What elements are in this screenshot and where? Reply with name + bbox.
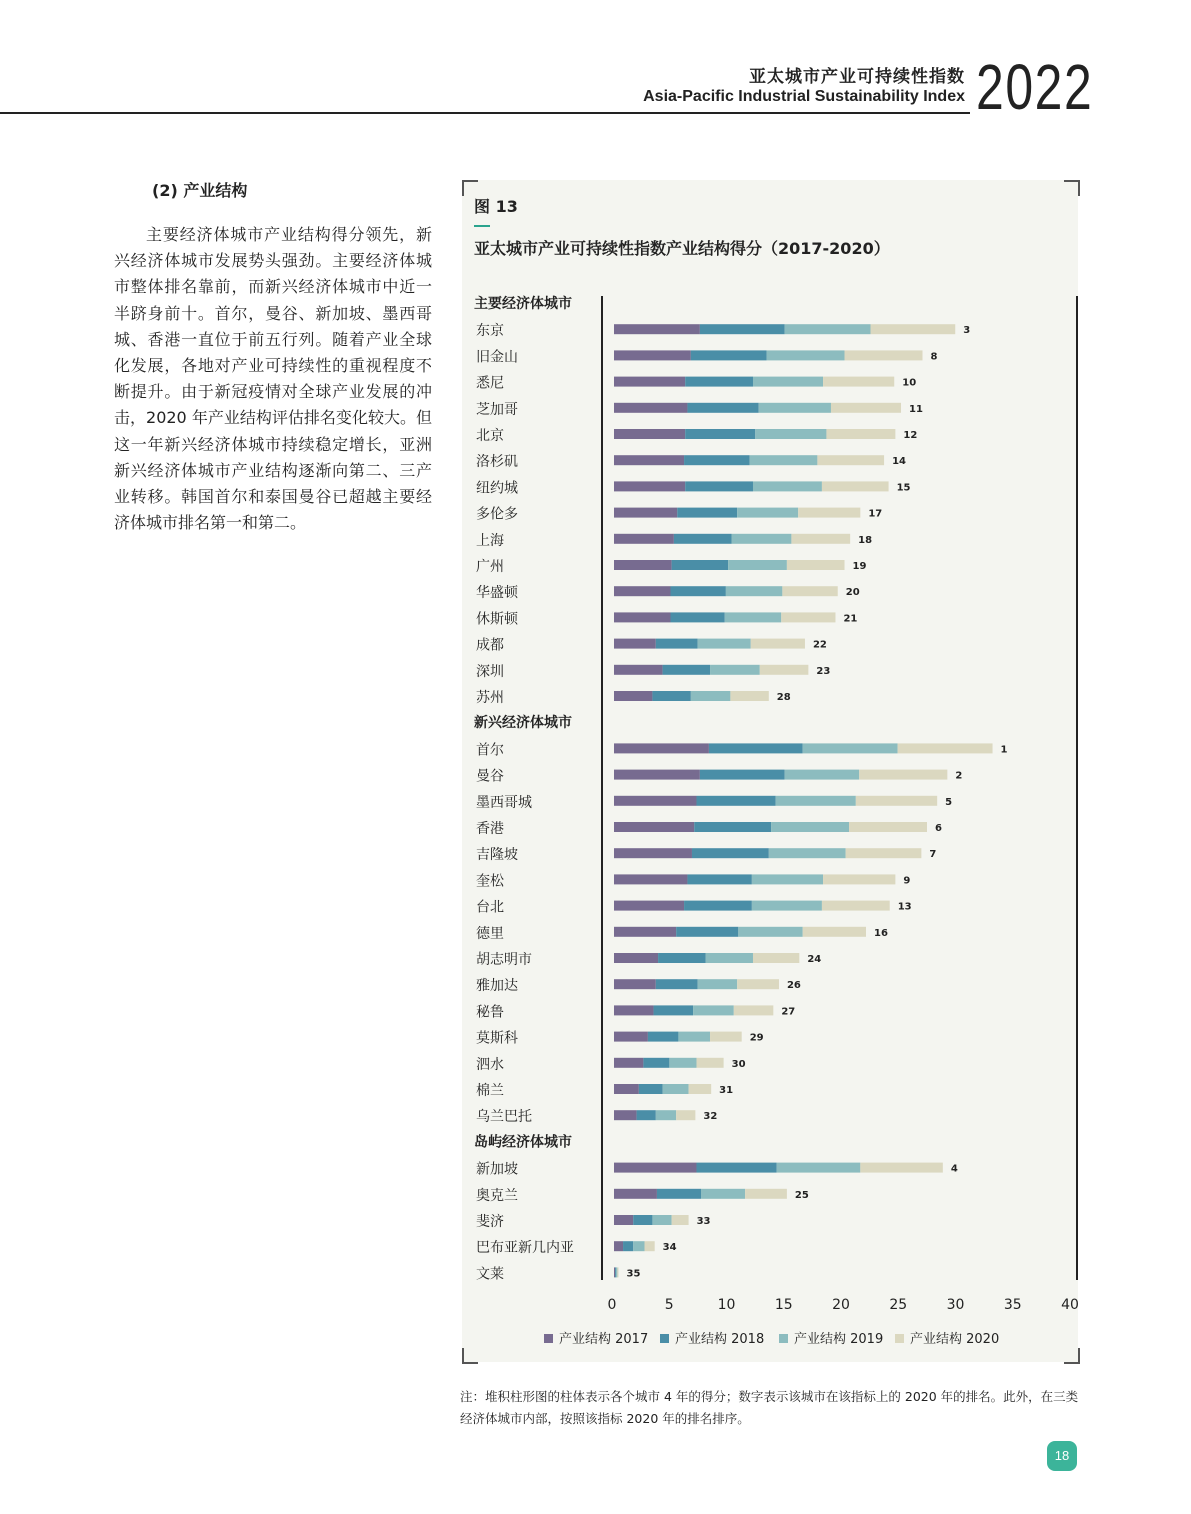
bar-segment-2020 — [803, 927, 866, 937]
bar-segment-2017 — [614, 848, 692, 858]
bar-segment-2019 — [753, 481, 822, 491]
section-heading: (2) 产业结构 — [152, 181, 248, 200]
bar-segment-2018 — [639, 1084, 663, 1094]
bar-segment-2017 — [614, 1110, 637, 1120]
figure-label: 图 13 — [474, 197, 518, 216]
bar-segment-2018 — [657, 1189, 701, 1199]
bar-segment-2018 — [648, 1032, 679, 1042]
header-title-cn: 亚太城市产业可持续性指数 — [749, 67, 965, 87]
city-label: 旧金山 — [476, 349, 518, 366]
bar-segment-2020 — [753, 953, 799, 963]
rank-label: 31 — [719, 1085, 734, 1096]
bar-segment-2017 — [614, 639, 656, 649]
bar-segment-2020 — [823, 377, 894, 387]
bar-segment-2020 — [826, 429, 895, 439]
bar-segment-2018 — [685, 429, 755, 439]
city-label: 纽约城 — [476, 480, 518, 497]
bar-segment-2020 — [617, 1267, 618, 1277]
bar-segment-2017 — [614, 612, 671, 622]
bar-segment-2020 — [751, 639, 805, 649]
bar-segment-2017 — [614, 796, 696, 806]
city-label: 华盛顿 — [476, 585, 518, 602]
bar-segment-2017 — [614, 770, 700, 780]
x-tick-label: 20 — [832, 1297, 850, 1313]
bar-segment-2019 — [698, 979, 738, 989]
rank-label: 21 — [843, 613, 858, 625]
bar-segment-2020 — [730, 691, 768, 701]
bar-segment-2018 — [700, 770, 785, 780]
rank-label: 5 — [945, 796, 953, 808]
rank-label: 8 — [930, 351, 938, 363]
bar-segment-2019 — [616, 1267, 617, 1277]
rank-label: 24 — [807, 954, 822, 965]
bar-segment-2019 — [726, 586, 783, 596]
city-label: 广州 — [476, 559, 504, 575]
bar-segment-2018 — [656, 639, 698, 649]
rank-label: 17 — [868, 508, 883, 520]
bar-segment-2017 — [614, 1005, 654, 1015]
bar-segment-2020 — [689, 1084, 712, 1094]
bar-segment-2017 — [614, 927, 676, 937]
legend-label: 产业结构 2020 — [910, 1332, 1000, 1347]
bar-segment-2017 — [614, 560, 672, 570]
bar-segment-2018 — [676, 927, 738, 937]
group-label: 岛屿经济体城市 — [474, 1134, 572, 1151]
bar-segment-2019 — [633, 1241, 644, 1251]
rank-label: 23 — [816, 665, 831, 677]
rank-label: 22 — [812, 639, 827, 651]
x-tick-label: 30 — [946, 1297, 965, 1313]
rank-label: 26 — [786, 980, 801, 992]
city-label: 北京 — [476, 428, 504, 444]
rank-label: 1 — [1000, 744, 1008, 756]
bar-segment-2017 — [614, 455, 684, 465]
x-tick-label: 15 — [774, 1297, 793, 1313]
city-label: 深圳 — [476, 663, 504, 680]
legend-swatch — [544, 1334, 553, 1343]
x-tick-label: 40 — [1061, 1297, 1079, 1313]
bar-segment-2019 — [752, 874, 823, 884]
bar-segment-2020 — [696, 1058, 723, 1068]
rank-label: 15 — [896, 482, 911, 494]
bar-segment-2018 — [691, 350, 767, 360]
city-label: 休斯顿 — [476, 611, 518, 628]
bar-segment-2019 — [785, 324, 871, 334]
rank-label: 20 — [845, 587, 860, 599]
bar-segment-2020 — [846, 848, 922, 858]
city-label: 台北 — [476, 899, 504, 916]
bar-segment-2018 — [684, 455, 750, 465]
bar-segment-2017 — [614, 1267, 615, 1277]
bar-segment-2019 — [755, 429, 826, 439]
bar-segment-2020 — [781, 612, 835, 622]
rank-label: 9 — [903, 875, 911, 887]
bar-segment-2017 — [614, 743, 709, 753]
bar-segment-2018 — [658, 953, 705, 963]
header-year: 2022 — [976, 51, 1094, 123]
bar-segment-2018 — [615, 1267, 616, 1277]
bar-segment-2019 — [693, 1005, 734, 1015]
city-label: 墨西哥城 — [476, 794, 532, 811]
rank-label: 33 — [696, 1216, 711, 1227]
x-tick-label: 5 — [664, 1297, 674, 1313]
bar-segment-2017 — [614, 979, 656, 989]
bar-segment-2019 — [750, 455, 818, 465]
bar-segment-2019 — [698, 639, 751, 649]
bar-segment-2020 — [898, 743, 993, 753]
bar-segment-2017 — [614, 953, 658, 963]
bar-segment-2019 — [732, 534, 792, 544]
legend-label: 产业结构 2018 — [675, 1332, 765, 1347]
bar-segment-2020 — [822, 901, 890, 911]
bar-segment-2020 — [822, 481, 889, 491]
rank-label: 14 — [892, 456, 906, 468]
rank-label: 29 — [749, 1032, 764, 1044]
bar-segment-2020 — [782, 586, 837, 596]
city-label: 雅加达 — [476, 978, 518, 995]
legend-swatch — [779, 1334, 788, 1343]
bar-segment-2020 — [860, 1163, 942, 1173]
bar-segment-2020 — [791, 534, 850, 544]
rank-label: 2 — [955, 770, 963, 782]
legend-label: 产业结构 2017 — [559, 1332, 649, 1347]
bar-segment-2017 — [614, 1163, 696, 1173]
figure-title: 亚太城市产业可持续性指数产业结构得分（2017-2020） — [474, 239, 890, 258]
bar-segment-2020 — [710, 1032, 742, 1042]
bar-segment-2018 — [654, 1005, 694, 1015]
bar-segment-2020 — [760, 665, 809, 675]
bar-segment-2020 — [871, 324, 956, 334]
bar-segment-2019 — [706, 953, 753, 963]
city-label: 莫斯科 — [476, 1030, 518, 1047]
rank-label: 11 — [909, 403, 923, 415]
bar-segment-2017 — [614, 403, 687, 413]
bar-segment-2017 — [614, 481, 685, 491]
city-label: 胡志明市 — [476, 952, 532, 968]
bar-segment-2018 — [663, 665, 710, 675]
bar-segment-2018 — [685, 377, 753, 387]
bar-segment-2019 — [701, 1189, 745, 1199]
bar-segment-2017 — [614, 874, 687, 884]
x-tick-label: 25 — [889, 1297, 908, 1313]
bar-segment-2017 — [614, 377, 685, 387]
city-label: 秘鲁 — [476, 1004, 504, 1021]
rank-label: 19 — [852, 561, 867, 572]
bar-segment-2020 — [676, 1110, 695, 1120]
bar-segment-2017 — [614, 1189, 657, 1199]
bar-segment-2019 — [737, 508, 798, 518]
city-label: 文莱 — [476, 1266, 504, 1283]
city-label: 乌兰巴托 — [476, 1109, 532, 1126]
bar-segment-2018 — [623, 1241, 633, 1251]
bar-segment-2019 — [652, 1215, 671, 1225]
rank-label: 13 — [897, 901, 912, 913]
bar-segment-2020 — [734, 1005, 774, 1015]
bar-segment-2019 — [691, 691, 731, 701]
bar-segment-2019 — [767, 350, 845, 360]
bar-segment-2020 — [859, 770, 947, 780]
bar-segment-2020 — [831, 403, 901, 413]
bar-segment-2018 — [637, 1110, 656, 1120]
rank-label: 16 — [873, 927, 888, 939]
bar-segment-2020 — [817, 455, 884, 465]
bar-segment-2019 — [656, 1110, 676, 1120]
bar-segment-2020 — [856, 796, 937, 806]
rank-label: 34 — [662, 1242, 677, 1254]
bar-segment-2018 — [687, 403, 758, 413]
city-label: 德里 — [476, 925, 504, 942]
rank-label: 28 — [776, 692, 791, 703]
bar-segment-2020 — [645, 1241, 655, 1251]
city-label: 奎松 — [476, 873, 504, 890]
rank-label: 35 — [626, 1268, 641, 1280]
bar-segment-2020 — [823, 874, 895, 884]
bar-segment-2018 — [671, 612, 725, 622]
city-label: 东京 — [476, 323, 504, 340]
bar-segment-2017 — [614, 1032, 648, 1042]
city-label: 香港 — [476, 821, 504, 837]
x-tick-label: 35 — [1003, 1297, 1022, 1313]
legend-swatch — [895, 1334, 904, 1343]
bar-segment-2017 — [614, 429, 685, 439]
body-paragraph-text: 主要经济体城市产业结构得分领先，新兴经济体城市发展势头强劲。主要经济体城市整体排名靠前，而新兴经济体城市中近一半跻身前十。首尔，曼谷、新加坡、墨西哥城、香港一直位于前五行列。随着产业全球化发展，各地对产业可持续性的重视程度不断提升。由于新冠疫情对全球产业发展的冲击，2020 年产业结构评估排名变化较大。但这一年新兴经济体城市持续稳定增长，亚洲新兴经济体城市产业结构逐渐向第二、三产业转移。韩国首尔和泰国曼谷已超越主要经济体城市排名第一和第二。 — [114, 225, 432, 533]
bar-segment-2018 — [671, 586, 726, 596]
bar-segment-2017 — [614, 1241, 623, 1251]
bar-segment-2017 — [614, 534, 674, 544]
footnote: 注：堆积柱形图的柱体表示各个城市 4 年的得分；数字表示该城市在该指标上的 2020 年的排名。此外，在三类经济体城市内部，按照该指标 2020 年的排名排序。 — [460, 1389, 1079, 1426]
city-label: 上海 — [476, 532, 504, 549]
city-label: 成都 — [476, 637, 504, 654]
bar-segment-2018 — [656, 979, 698, 989]
bar-segment-2018 — [643, 1058, 669, 1068]
bar-segment-2018 — [692, 848, 769, 858]
bar-segment-2019 — [728, 560, 787, 570]
rank-label: 7 — [929, 849, 937, 861]
rank-label: 30 — [731, 1058, 746, 1070]
rank-label: 27 — [781, 1006, 796, 1018]
city-label: 棉兰 — [476, 1083, 504, 1099]
rank-label: 6 — [935, 823, 942, 834]
rank-label: 10 — [902, 377, 917, 389]
city-label: 巴布亚新几内亚 — [476, 1240, 574, 1257]
bar-segment-2018 — [709, 743, 803, 753]
bar-segment-2020 — [798, 508, 860, 518]
bar-segment-2019 — [777, 1163, 861, 1173]
bar-segment-2019 — [776, 796, 856, 806]
bar-segment-2020 — [745, 1189, 787, 1199]
bar-segment-2017 — [614, 508, 677, 518]
bar-segment-2018 — [685, 481, 753, 491]
rank-label: 12 — [903, 430, 918, 441]
bar-segment-2018 — [677, 508, 737, 518]
city-label: 苏州 — [476, 690, 504, 706]
group-label: 主要经济体城市 — [474, 296, 572, 312]
bar-segment-2017 — [614, 350, 691, 360]
bar-segment-2020 — [849, 822, 927, 832]
city-label: 曼谷 — [476, 768, 504, 785]
bar-segment-2018 — [687, 874, 751, 884]
bar-segment-2017 — [614, 1058, 643, 1068]
bar-segment-2017 — [614, 1215, 633, 1225]
city-label: 斐济 — [476, 1214, 504, 1230]
city-label: 泗水 — [476, 1056, 504, 1073]
bar-segment-2018 — [696, 1163, 776, 1173]
bar-segment-2017 — [614, 586, 671, 596]
bar-segment-2017 — [614, 665, 663, 675]
bar-segment-2018 — [684, 901, 752, 911]
city-label: 吉隆坡 — [476, 847, 518, 864]
header-title-en: Asia-Pacific Industrial Sustainability Index — [643, 88, 965, 105]
rank-label: 3 — [963, 325, 971, 337]
bar-segment-2020 — [787, 560, 845, 570]
bar-segment-2017 — [614, 1084, 639, 1094]
page-number: 18 — [1047, 1441, 1077, 1471]
bar-segment-2019 — [771, 822, 849, 832]
city-label: 洛杉矶 — [476, 454, 518, 471]
bar-segment-2019 — [663, 1084, 689, 1094]
bar-segment-2017 — [614, 324, 700, 334]
city-label: 首尔 — [476, 742, 504, 759]
x-tick-label: 10 — [717, 1297, 736, 1313]
city-label: 新加坡 — [476, 1161, 518, 1178]
bar-segment-2019 — [669, 1058, 696, 1068]
bar-segment-2019 — [725, 612, 782, 622]
bar-segment-2019 — [710, 665, 760, 675]
city-label: 多伦多 — [476, 506, 518, 523]
rank-label: 32 — [703, 1111, 718, 1123]
legend-label: 产业结构 2019 — [794, 1332, 884, 1347]
city-label: 奥克兰 — [476, 1187, 518, 1204]
bar-segment-2017 — [614, 901, 684, 911]
bar-segment-2018 — [700, 324, 785, 334]
bar-segment-2018 — [672, 560, 729, 570]
x-tick-label: 0 — [607, 1297, 617, 1313]
bar-segment-2018 — [633, 1215, 652, 1225]
bar-segment-2018 — [652, 691, 690, 701]
bar-segment-2020 — [672, 1215, 689, 1225]
rank-label: 18 — [858, 534, 873, 546]
bar-segment-2019 — [678, 1032, 710, 1042]
bar-segment-2019 — [738, 927, 802, 937]
bar-segment-2019 — [785, 770, 860, 780]
group-label: 新兴经济体城市 — [474, 715, 572, 732]
bar-segment-2017 — [614, 691, 652, 701]
bar-segment-2018 — [694, 822, 771, 832]
bar-segment-2019 — [753, 377, 823, 387]
bar-segment-2017 — [614, 822, 694, 832]
bar-segment-2019 — [752, 901, 822, 911]
bar-segment-2018 — [696, 796, 775, 806]
city-label: 芝加哥 — [476, 401, 518, 418]
bar-segment-2020 — [737, 979, 779, 989]
bar-segment-2019 — [803, 743, 898, 753]
city-label: 悉尼 — [476, 375, 504, 392]
rank-label: 25 — [794, 1189, 809, 1201]
rank-label: 4 — [950, 1163, 958, 1175]
legend-swatch — [660, 1334, 669, 1343]
bar-segment-2019 — [759, 403, 831, 413]
bar-segment-2018 — [674, 534, 732, 544]
bar-segment-2020 — [845, 350, 923, 360]
bar-segment-2019 — [769, 848, 846, 858]
